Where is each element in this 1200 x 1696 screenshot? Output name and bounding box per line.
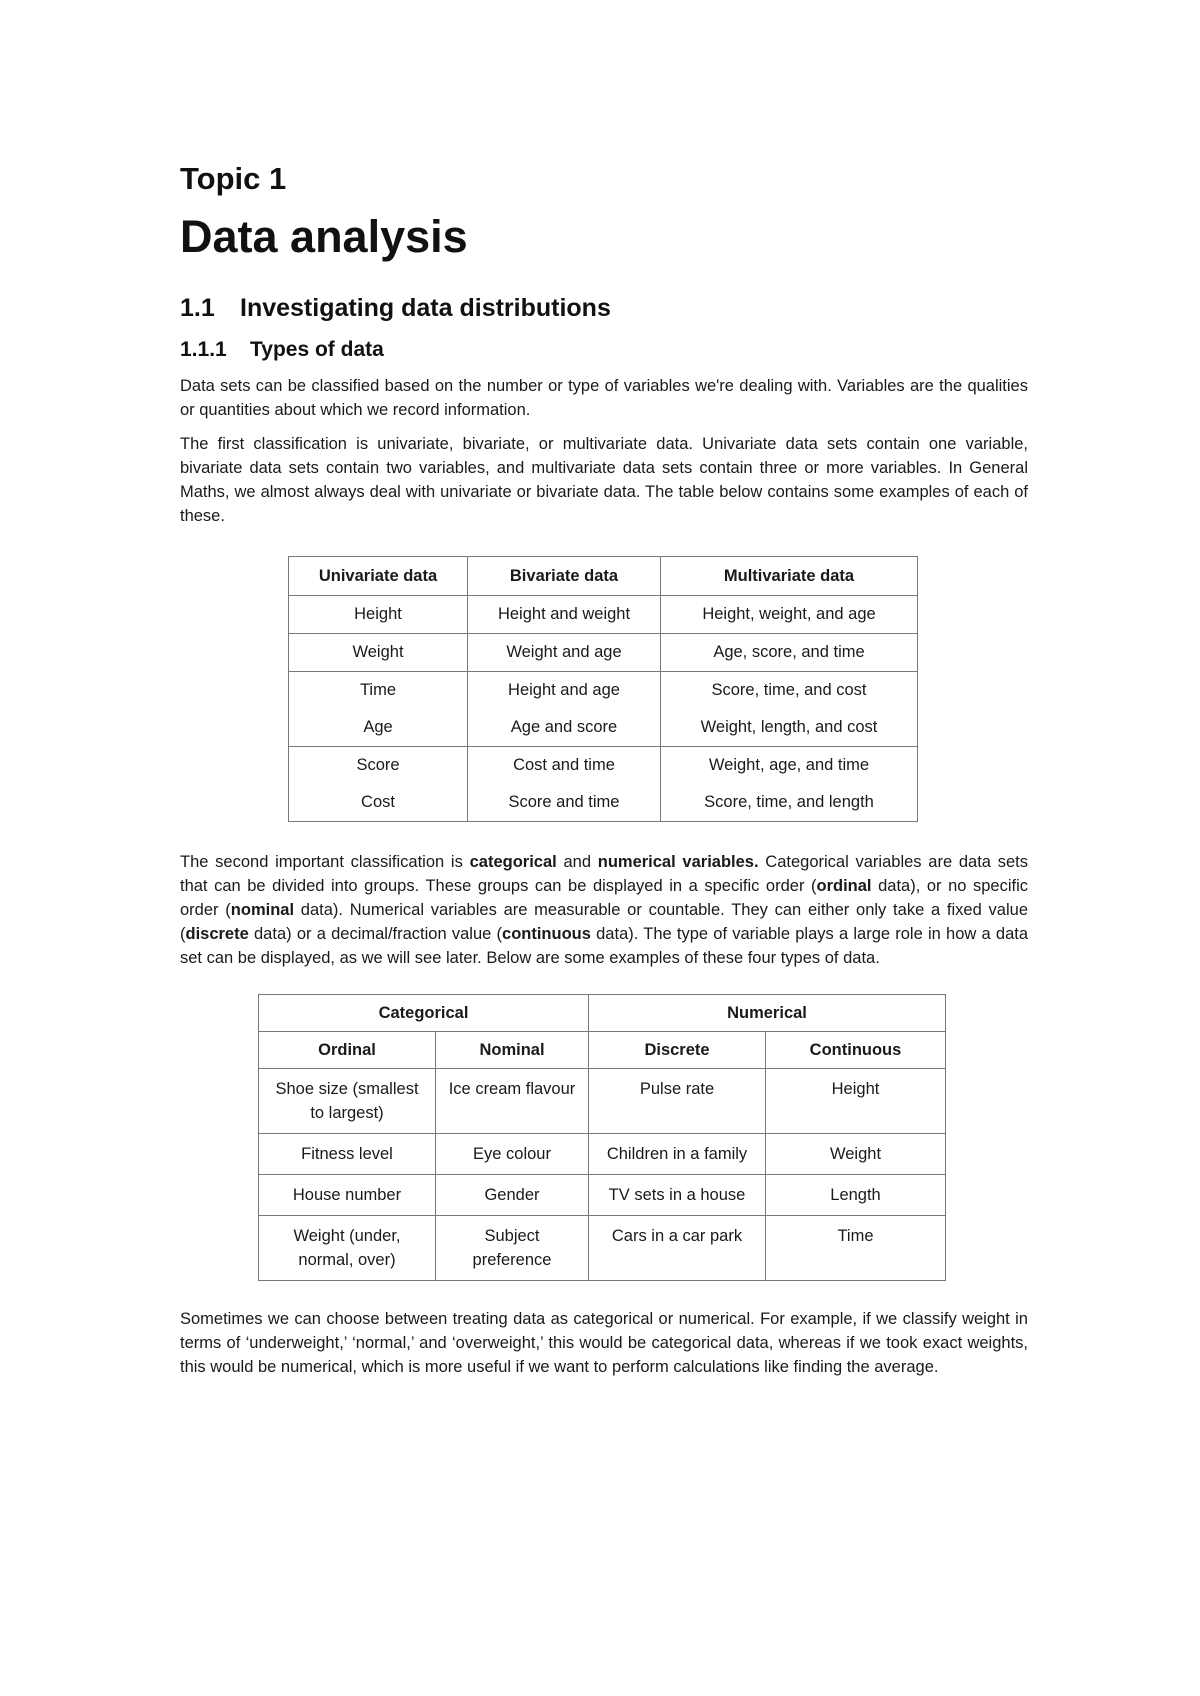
group-numerical: Numerical (589, 995, 946, 1032)
table-cell: Height, weight, and age (661, 596, 918, 634)
table-cell: Children in a family (589, 1134, 766, 1175)
table-cell: Pulse rate (589, 1069, 766, 1134)
text-run: Categorical variables are data sets that can be divided into groups. These groups can be displayed in a specific order ( (180, 853, 1028, 896)
topic-label: Topic 1 (180, 161, 287, 196)
table-cell: Height and weight (468, 596, 661, 634)
section-heading (180, 293, 1028, 323)
header-nominal: Nominal (436, 1032, 589, 1069)
table-header-row (289, 557, 918, 596)
term-nominal: nominal (230, 901, 295, 920)
group-categorical: Categorical (259, 995, 589, 1032)
table-cell: Weight (766, 1134, 946, 1175)
header-continuous: Continuous (766, 1032, 946, 1069)
table-cell: Length (766, 1175, 946, 1216)
table-cell: Eye colour (436, 1134, 589, 1175)
table-cell: Cars in a car park (589, 1216, 766, 1281)
paragraph-univariate-bivariate: The first classification is univariate, bivariate, or multivariate data. Univariate data sets contain one variable, bivariate data sets contain two variables, and multivariate data sets contain three or more variables. In General Maths, we almost always deal with univariate or bivariate data. The table below contains some examples of each of these. (180, 435, 1028, 526)
table-cell: House number (259, 1175, 436, 1216)
text-run: data). The type of variable plays a large role in how a data set can be displayed, as we will see later. Below are some examples of these four types of data. (180, 925, 1029, 968)
subsection-heading (180, 337, 1028, 362)
text-run: data) or a decimal/fraction value ( (248, 925, 503, 944)
text-run: data), or no specific order ( (180, 877, 1028, 920)
variate-examples-table (288, 556, 918, 822)
table-cell: Height (766, 1069, 946, 1134)
term-numerical-variables: numerical variables. (597, 853, 759, 872)
table-row (289, 634, 918, 672)
table-cell: Subject preference (436, 1216, 589, 1281)
term-ordinal: ordinal (816, 877, 872, 896)
term-discrete: discrete (185, 925, 249, 944)
header-discrete: Discrete (589, 1032, 766, 1069)
table-cell: Age (289, 709, 468, 747)
page-content (180, 160, 1028, 1389)
table-cell: Ice cream flavour (436, 1069, 589, 1134)
header-multivariate: Multivariate data (661, 557, 918, 596)
term-categorical: categorical (469, 853, 557, 872)
table-cell: Time (766, 1216, 946, 1281)
table-row (289, 709, 918, 747)
table-cell: Score, time, and cost (661, 672, 918, 710)
table-cell: Weight (under, normal, over) (259, 1216, 436, 1281)
header-bivariate: Bivariate data (468, 557, 661, 596)
section-title: Investigating data distributions (240, 293, 611, 322)
text-run: and (556, 853, 598, 872)
header-ordinal: Ordinal (259, 1032, 436, 1069)
paragraph-categorical-numerical (180, 850, 1028, 970)
table-cell: Weight (289, 634, 468, 672)
table-row (289, 747, 918, 785)
table-cell: Fitness level (259, 1134, 436, 1175)
table-cell: Shoe size (smallest to largest) (259, 1069, 436, 1134)
table-cell: Age, score, and time (661, 634, 918, 672)
paragraph-choosing-type: Sometimes we can choose between treating data as categorical or numerical. For example, if we classify weight in terms of ‘underweight,’ ‘normal,’ and ‘overweight,’ this would be categorical data, whereas if we took exact weights, this would be numerical, which is more useful if we want to perform calculations like finding the average. (180, 1310, 1028, 1377)
text-run: The second important classification is (180, 853, 470, 872)
term-continuous: continuous (502, 925, 591, 944)
table-cell: Age and score (468, 709, 661, 747)
table-cell: Time (289, 672, 468, 710)
table-row (289, 596, 918, 634)
table-cell: Gender (436, 1175, 589, 1216)
header-univariate: Univariate data (289, 557, 468, 596)
table-cell: Weight, age, and time (661, 747, 918, 785)
table-cell: Score (289, 747, 468, 785)
text-run: data). Numerical variables are measurable or countable. They can either only take a fixed value ( (180, 901, 1028, 944)
table-row (259, 1175, 946, 1216)
table-cell: Score, time, and length (661, 784, 918, 822)
paragraph-variables: Data sets can be classified based on the number or type of variables we're dealing with. Variables are the qualities or quantities about which we record information. (180, 377, 1028, 420)
table-cell: Weight and age (468, 634, 661, 672)
section-number: 1.1 (180, 293, 215, 322)
table-cell: Height (289, 596, 468, 634)
table-cell: Cost (289, 784, 468, 822)
data-types-table (258, 994, 946, 1281)
table-row (259, 1069, 946, 1134)
table-row (289, 672, 918, 710)
table-header-row (259, 1032, 946, 1069)
subsection-number: 1.1.1 (180, 337, 227, 361)
table-cell: Cost and time (468, 747, 661, 785)
chapter-title: Data analysis (180, 211, 468, 263)
table-row (259, 1216, 946, 1281)
table-group-row (259, 995, 946, 1032)
table-cell: TV sets in a house (589, 1175, 766, 1216)
table-row (289, 784, 918, 822)
subsection-title: Types of data (250, 337, 384, 361)
table-row (259, 1134, 946, 1175)
table-cell: Score and time (468, 784, 661, 822)
table-cell: Height and age (468, 672, 661, 710)
table-cell: Weight, length, and cost (661, 709, 918, 747)
